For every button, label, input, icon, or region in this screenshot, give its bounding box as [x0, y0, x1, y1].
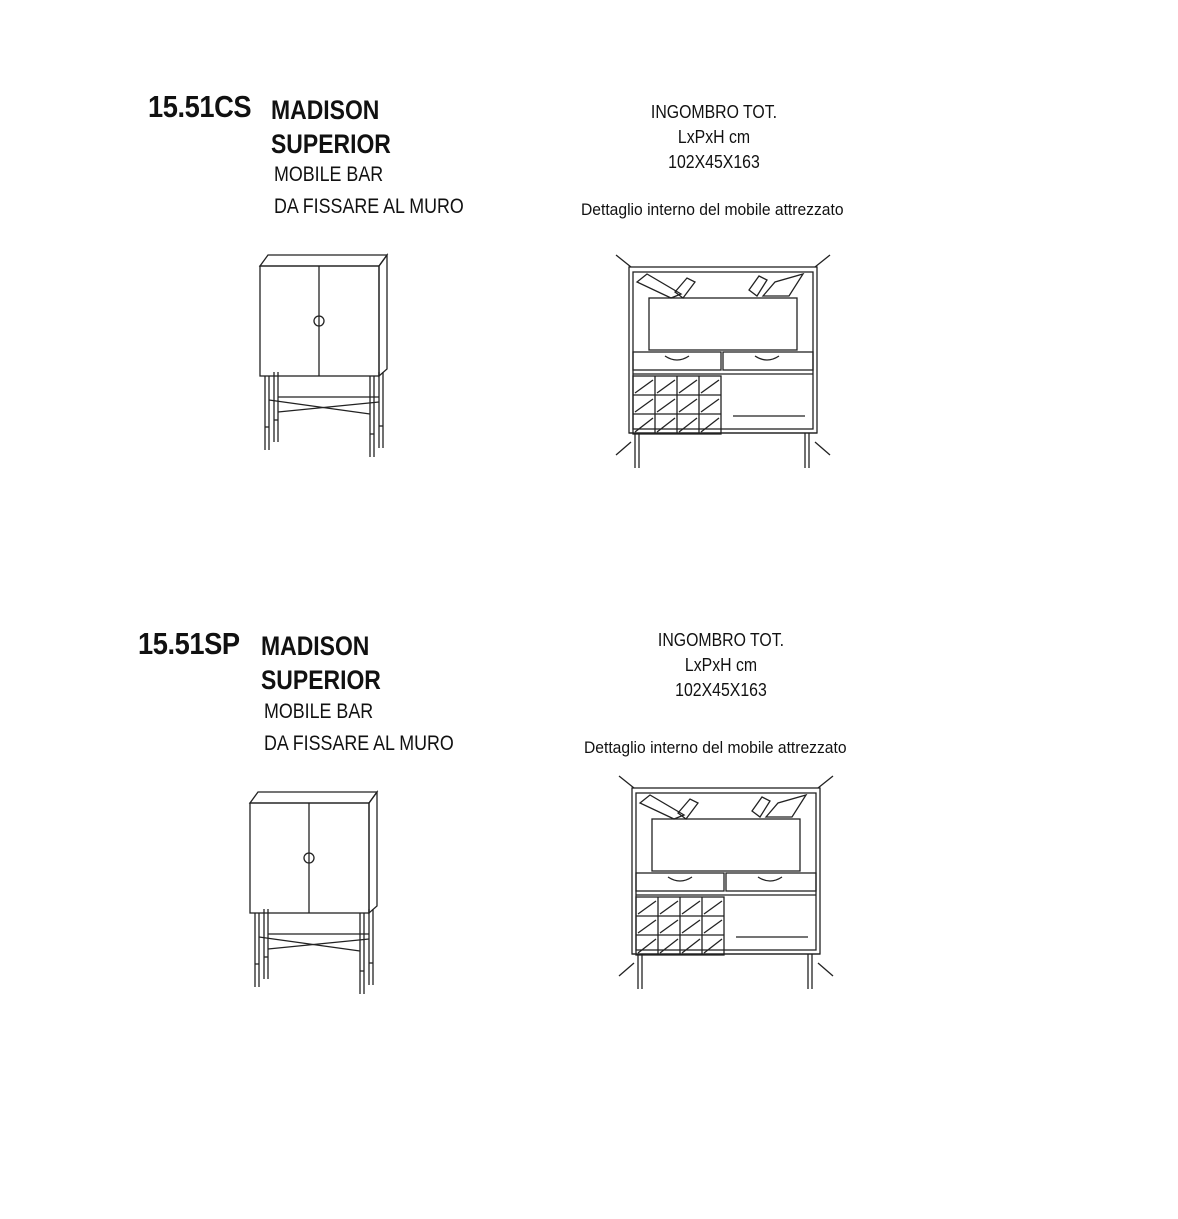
cabinet-interior-drawing [613, 252, 833, 470]
product-name [261, 629, 381, 697]
product-name-line1: MADISON [271, 95, 380, 125]
product-code: 15.51CS [148, 89, 252, 124]
product-15-51cs [0, 0, 1178, 520]
interior-detail-label: Dettaglio interno del mobile attrezzato [584, 738, 847, 757]
description-line1: MOBILE BAR [274, 163, 384, 186]
product-description [274, 159, 464, 223]
dimensions-value: 102X45X163 [675, 680, 767, 700]
dimensions-value: 102X45X163 [668, 152, 760, 172]
cabinet-interior-drawing [616, 773, 836, 991]
cabinet-closed-drawing [238, 789, 383, 999]
dimensions-units: LxPxH cm [677, 127, 751, 147]
description-line2: DA FISSARE AL MURO [274, 195, 464, 218]
dimensions-label: INGOMBRO TOT. [657, 630, 785, 650]
description-line1: MOBILE BAR [264, 700, 374, 723]
product-name-line2: SUPERIOR [271, 129, 391, 159]
product-name [271, 93, 391, 161]
cabinet-closed-drawing [248, 252, 393, 462]
product-description [264, 696, 454, 760]
description-line2: DA FISSARE AL MURO [264, 732, 454, 755]
overall-dimensions [615, 628, 826, 703]
overall-dimensions [608, 100, 819, 175]
dimensions-units: LxPxH cm [684, 655, 758, 675]
dimensions-label: INGOMBRO TOT. [650, 102, 778, 122]
product-code: 15.51SP [138, 626, 240, 661]
product-name-line1: MADISON [261, 631, 370, 661]
product-15-51sp [0, 537, 1178, 1057]
interior-detail-label: Dettaglio interno del mobile attrezzato [581, 200, 844, 219]
product-name-line2: SUPERIOR [261, 665, 381, 695]
